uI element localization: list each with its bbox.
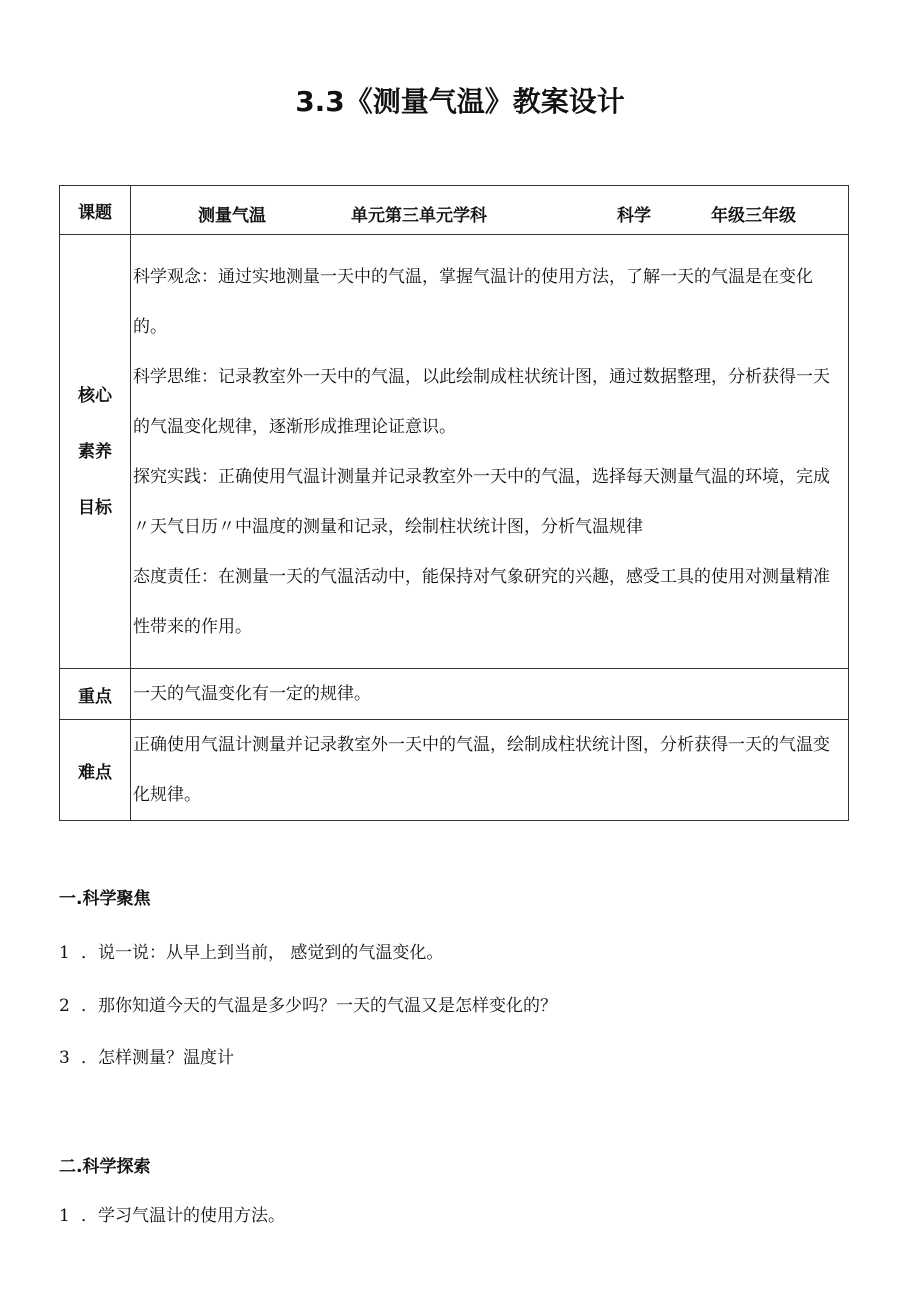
section-heading-explore: 二.科学探索 — [59, 1157, 151, 1177]
list-item — [59, 1201, 285, 1226]
core-literacy-content — [131, 235, 849, 669]
page-title: 3.3《测量气温》教案设计 — [295, 85, 625, 118]
item-text: ．那你知道今天的气温是多少吗？一天的气温又是怎样变化的？ — [81, 996, 557, 1016]
item-number: 3 — [59, 1048, 70, 1068]
difficulty-text: 正确使用气温计测量并记录教室外一天中的气温，绘制成柱状统计图，分析获得一天的气温变化规律。 — [131, 720, 849, 821]
topic-label: 课题 — [60, 186, 131, 235]
unit-text: 单元第三单元学科 — [351, 206, 487, 226]
item-text: ．怎样测量？温度计 — [81, 1048, 234, 1068]
key-point-label: 重点 — [60, 669, 131, 720]
lesson-info-table — [59, 185, 849, 821]
core-paragraph-science-concept: 科学观念：通过实地测量一天中的气温，掌握气温计的使用方法，了解一天的气温是在变化的。 — [133, 266, 813, 337]
item-number: 1 — [59, 943, 70, 963]
subject-value: 科学 — [617, 206, 651, 226]
core-paragraph-inquiry-practice: 探究实践：正确使用气温计测量并记录教室外一天中的气温，选择每天测量气温的环境，完成〃天气日历〃中温度的测量和记录，绘制柱状统计图，分析气温规律 — [133, 466, 830, 537]
core-literacy-row — [60, 235, 849, 669]
difficulty-label: 难点 — [60, 720, 131, 821]
list-item — [59, 1043, 234, 1068]
core-label-line-1: 核心 — [78, 385, 112, 406]
item-text: ．说一说：从早上到当前， 感觉到的气温变化。 — [81, 943, 444, 963]
item-number: 2 — [59, 996, 70, 1016]
item-number: 1 — [59, 1206, 70, 1226]
key-point-text: 一天的气温变化有一定的规律。 — [131, 669, 849, 720]
key-point-row — [60, 669, 849, 720]
list-item — [59, 991, 557, 1016]
core-paragraph-science-thinking: 科学思维：记录教室外一天中的气温，以此绘制成柱状统计图，通过数据整理，分析获得一天的气温变化规律，逐渐形成推理论证意识。 — [133, 366, 830, 437]
core-paragraph-attitude: 态度责任：在测量一天的气温活动中，能保持对气象研究的兴趣，感受工具的使用对测量精准性带来的作用。 — [133, 566, 830, 637]
core-literacy-label — [60, 235, 131, 669]
table-header-row — [60, 186, 849, 235]
item-text: ．学习气温计的使用方法。 — [81, 1206, 285, 1226]
core-label-line-3: 目标 — [78, 497, 112, 518]
grade-text: 年级三年级 — [711, 206, 796, 226]
topic-value: 测量气温 — [198, 206, 266, 226]
section-heading-focus: 一.科学聚焦 — [59, 889, 151, 909]
core-label-line-2: 素养 — [78, 441, 112, 462]
list-item — [59, 938, 443, 963]
header-values-cell — [131, 186, 849, 235]
difficulty-row — [60, 720, 849, 821]
